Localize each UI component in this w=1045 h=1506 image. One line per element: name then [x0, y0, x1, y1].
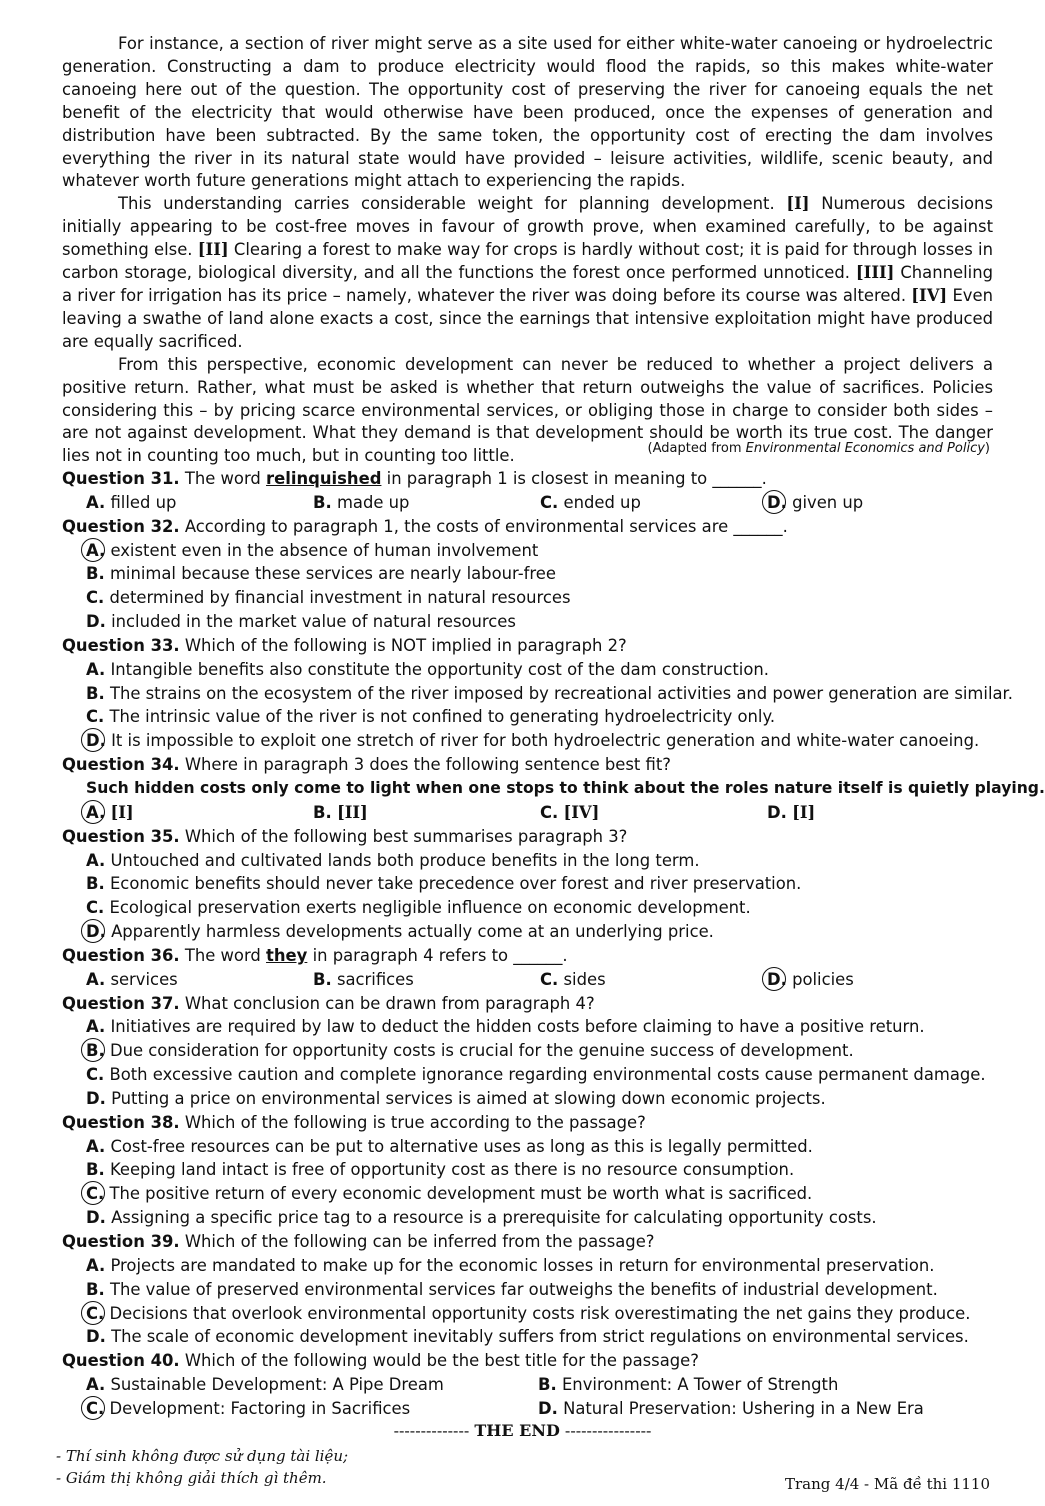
- option-a[interactable]: A. Intangible benefits also constitute the opportunity cost of the dam construction.: [86, 659, 769, 679]
- question-38: Question 38. Which of the following is true according to the passage?: [62, 1112, 646, 1132]
- option-d[interactable]: D. Putting a price on environmental services is aimed at slowing down economic projects.: [86, 1088, 826, 1108]
- option-d[interactable]: D. Assigning a specific price tag to a resource is a prerequisite for calculating opportunity costs.: [86, 1208, 877, 1228]
- selected-answer-mark: A.: [86, 801, 105, 825]
- options-40: [62, 1373, 997, 1397]
- option-b[interactable]: B. made up: [313, 492, 410, 512]
- selected-answer-mark: D.: [767, 491, 787, 515]
- option-b[interactable]: B. The strains on the ecosystem of the river imposed by recreational activities and power generation are similar.: [86, 683, 1013, 703]
- option-c[interactable]: C. Decisions that overlook environmental opportunity costs risk overestimating the net gains they produce.: [62, 1302, 997, 1326]
- option-d[interactable]: D. Natural Preservation: Ushering in a New Era: [538, 1398, 924, 1418]
- options-40: [62, 1397, 997, 1421]
- option-c[interactable]: C. sides: [540, 969, 606, 989]
- option-b[interactable]: B. The value of preserved environmental services far outweighs the benefits of industrial development.: [86, 1279, 938, 1299]
- keyword: relinquished: [266, 469, 382, 488]
- option-b[interactable]: B. [II]: [313, 802, 368, 822]
- option-c[interactable]: C. The intrinsic value of the river is not confined to generating hydroelectricity only.: [86, 707, 776, 727]
- insert-marker: [I]: [786, 194, 810, 214]
- question-40: Question 40. Which of the following would be the best title for the passage?: [62, 1351, 699, 1371]
- option-a[interactable]: A. Initiatives are required by law to deduct the hidden costs before claiming to have a positive return.: [86, 1017, 925, 1037]
- option-b[interactable]: B. Economic benefits should never take precedence over forest and river preservation.: [86, 874, 802, 894]
- page-number: Trang 4/4 - Mã đề thi 1110: [785, 1475, 990, 1493]
- option-c[interactable]: C. [IV]: [540, 802, 600, 822]
- question-32: Question 32. According to paragraph 1, the costs of environmental services are ______.: [62, 516, 788, 536]
- option-a[interactable]: A. Projects are mandated to make up for the economic losses in return for environmental preservation.: [86, 1255, 935, 1275]
- option-d[interactable]: D. Apparently harmless developments actually come at an underlying price.: [62, 920, 997, 944]
- passage-source: (Adapted from Environmental Economics and Policy): [647, 441, 990, 456]
- option-c[interactable]: C. Ecological preservation exerts negligible influence on economic development.: [86, 898, 751, 918]
- option-c[interactable]: C. The positive return of every economic development must be worth what is sacrificed.: [62, 1182, 997, 1206]
- options-36: [62, 968, 997, 992]
- end-marker: -------------- THE END ----------------: [393, 1421, 652, 1440]
- option-d[interactable]: D. policies: [767, 968, 994, 992]
- reading-passage: [62, 33, 993, 468]
- question-33: Question 33. Which of the following is NOT implied in paragraph 2?: [62, 635, 627, 655]
- option-b[interactable]: B. Due consideration for opportunity costs is crucial for the genuine success of development.: [62, 1039, 997, 1063]
- selected-answer-mark: D.: [86, 920, 106, 944]
- selected-answer-mark: C.: [86, 1397, 104, 1421]
- selected-answer-mark: D.: [767, 968, 787, 992]
- question-list: [62, 467, 1045, 1421]
- selected-answer-mark: A.: [86, 539, 105, 563]
- option-d[interactable]: D. [I]: [767, 802, 816, 822]
- option-d[interactable]: D. It is impossible to exploit one stretch of river for both hydroelectric generation and white-water canoeing.: [62, 729, 997, 753]
- option-c[interactable]: C. Development: Factoring in Sacrifices: [86, 1397, 538, 1421]
- option-d[interactable]: D. given up: [767, 491, 994, 515]
- option-d[interactable]: D. included in the market value of natural resources: [86, 612, 516, 632]
- selected-answer-mark: C.: [86, 1182, 104, 1206]
- option-a[interactable]: A. services: [86, 969, 178, 989]
- options-34: [62, 801, 997, 825]
- option-b[interactable]: B. Keeping land intact is free of opportunity cost as there is no resource consumption.: [86, 1160, 795, 1180]
- option-c[interactable]: C. determined by financial investment in natural resources: [86, 588, 571, 608]
- insert-sentence: Such hidden costs only come to light when one stops to think about the roles nature itself is quietly playing.: [86, 778, 1045, 797]
- footer-note: - Giám thị không giải thích gì thêm.: [56, 1469, 327, 1487]
- question-34: Question 34. Where in paragraph 3 does the following sentence best fit?: [62, 755, 671, 775]
- question-35: Question 35. Which of the following best summarises paragraph 3?: [62, 826, 628, 846]
- option-a[interactable]: A. Sustainable Development: A Pipe Dream: [86, 1375, 444, 1395]
- option-a[interactable]: A. Untouched and cultivated lands both produce benefits in the long term.: [86, 850, 700, 870]
- question-31: Question 31. The word relinquished in paragraph 1 is closest in meaning to ______.: [62, 469, 767, 488]
- option-c[interactable]: C. Both excessive caution and complete ignorance regarding environmental costs cause permanent damage.: [86, 1065, 986, 1085]
- option-a[interactable]: A. Cost-free resources can be put to alternative uses as long as this is legally permitted.: [86, 1136, 813, 1156]
- question-39: Question 39. Which of the following can be inferred from the passage?: [62, 1232, 655, 1251]
- selected-answer-mark: B.: [86, 1039, 105, 1063]
- option-b[interactable]: B. sacrifices: [313, 969, 414, 989]
- selected-answer-mark: D.: [86, 729, 106, 753]
- question-36: Question 36. The word they in paragraph 4 refers to ______.: [62, 945, 568, 965]
- insert-marker: [IV]: [911, 285, 948, 305]
- option-a[interactable]: A. [I]: [86, 801, 313, 825]
- keyword: they: [266, 945, 308, 965]
- option-b[interactable]: B. Environment: A Tower of Strength: [538, 1375, 839, 1395]
- option-a[interactable]: A. existent even in the absence of human involvement: [62, 539, 997, 563]
- insert-marker: [II]: [197, 240, 229, 260]
- passage-paragraph: For instance, a section of river might serve as a site used for either white-water canoeing or hydroelectric generation. Constructing a dam to produce electricity would flood the rapids, so this makes white-water canoeing here out of the question. The opportunity cost of preserving the river for canoeing equals the net benefit of the electricity that would otherwise have been produced, once the expenses of generation and distribution have been subtracted. By the same token, the opportunity cost of erecting the dam involves everything the river in its natural state would have provided – leisure activities, wildlife, scenic beauty, and whatever worth future generations might attach to experiencing the rapids.: [62, 34, 993, 191]
- passage-paragraph: This understanding carries considerable weight for planning development. [I] Numerous decisions initially appearing to be cost-free moves in favour of growth prove, when examined carefully, to be against something else. [II] Clearing a forest to make way for crops is hardly without cost; it is paid for through losses in carbon storage, biological diversity, and all the functions the forest once performed unnoticed. [III] Channeling a river for irrigation has its price – namely, whatever the river was doing before its course was altered. [IV] Even leaving a swathe of land alone exacts a cost, since the earnings that intensive exploitation might have produced are equally sacrificed.: [62, 194, 993, 351]
- insert-marker: [III]: [855, 263, 895, 283]
- option-d[interactable]: D. The scale of economic development inevitably suffers from strict regulations on environmental services.: [86, 1327, 969, 1347]
- option-c[interactable]: C. ended up: [540, 492, 641, 512]
- option-b[interactable]: B. minimal because these services are nearly labour-free: [86, 564, 556, 584]
- question-37: Question 37. What conclusion can be drawn from paragraph 4?: [62, 993, 595, 1013]
- options-31: [62, 491, 997, 515]
- passage-paragraph: From this perspective, economic development can never be reduced to whether a project delivers a positive return. Rather, what must be asked is whether that return outweighs the value of sacrifices. Policies considering this – by pricing scarce environmental services, or obliging those in charge to consider both sides – are not against development. What they demand is that development should be worth its true cost. The danger lies not in counting too much, but in counting too little.: [62, 354, 993, 466]
- selected-answer-mark: C.: [86, 1302, 104, 1326]
- option-a[interactable]: A. filled up: [86, 492, 177, 512]
- footer-note: - Thí sinh không được sử dụng tài liệu;: [56, 1447, 349, 1465]
